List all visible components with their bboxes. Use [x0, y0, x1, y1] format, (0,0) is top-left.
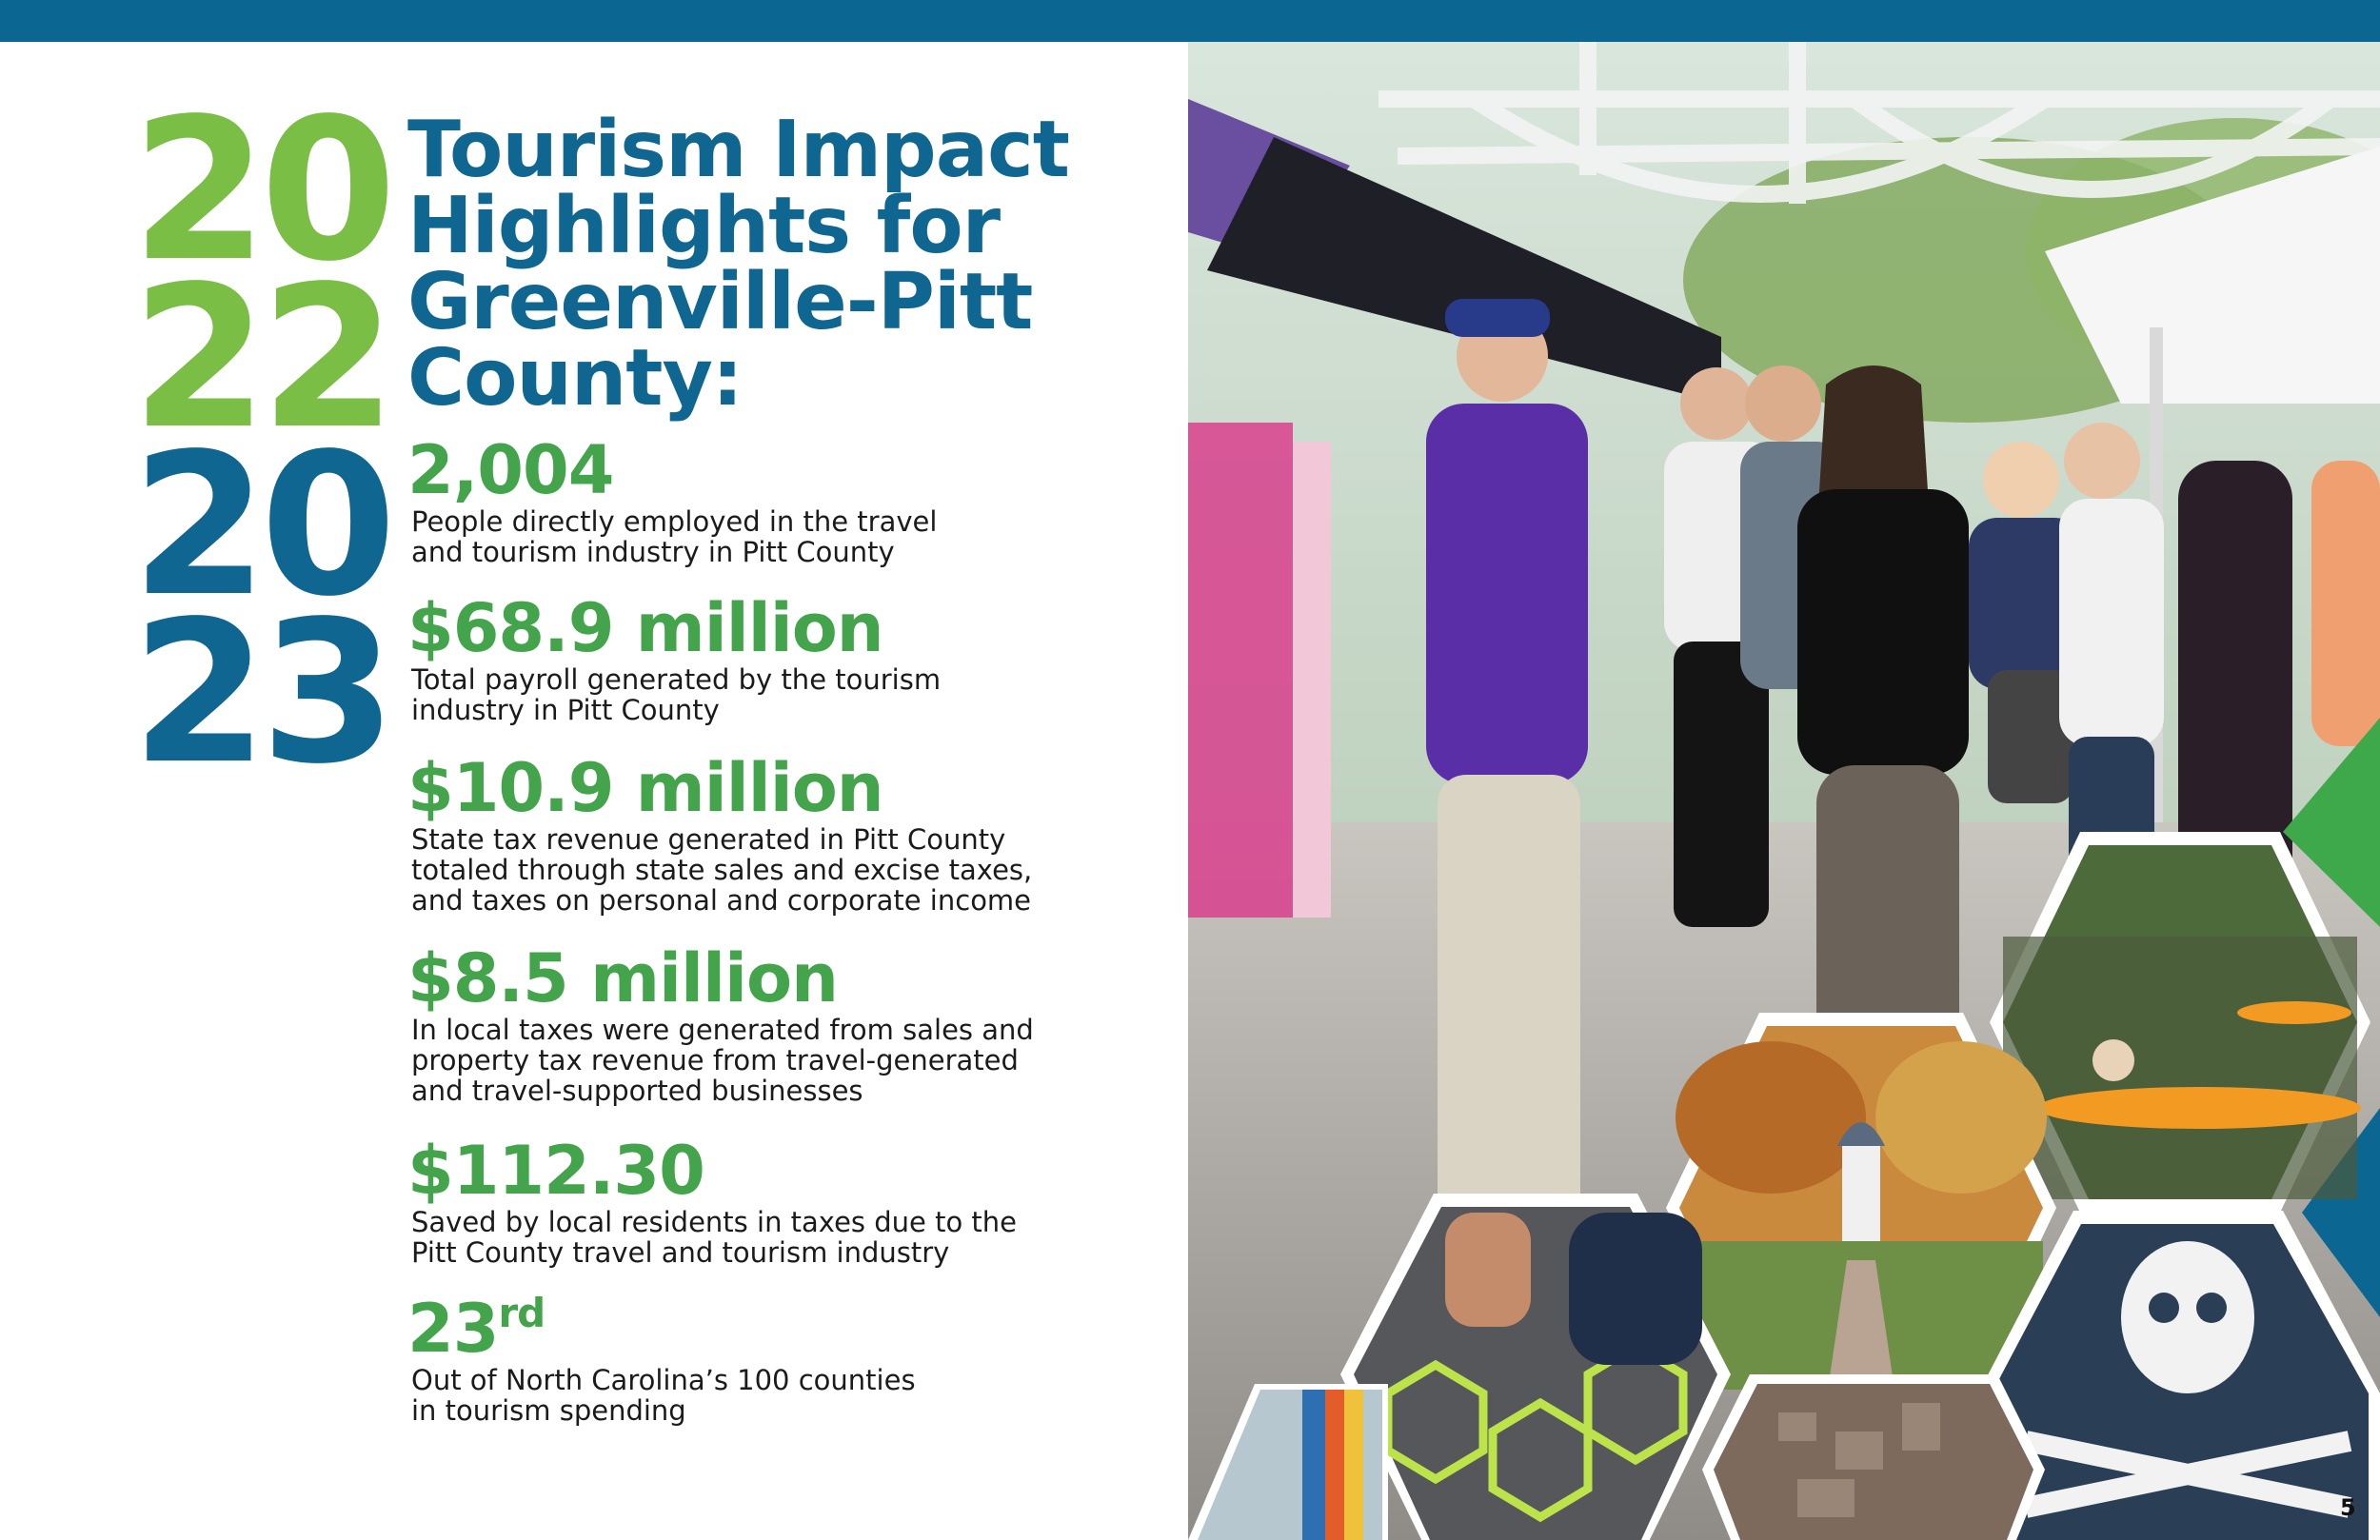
stat-description: [411, 506, 937, 567]
year-digits-23: 23: [131, 579, 389, 807]
stat-value: $112.30: [407, 1132, 704, 1210]
page-title: [407, 105, 1169, 424]
stat-description: [411, 1207, 1017, 1268]
title-line: County:: [407, 333, 743, 424]
stat-desc-line: and taxes on personal and corporate income: [411, 884, 1032, 917]
rank-number: 23: [407, 1290, 499, 1368]
stat-desc-line: totaled through state sales and excise taxes,: [411, 854, 1033, 886]
stat-payroll: [407, 589, 942, 726]
stat-state-ranking: [407, 1290, 916, 1427]
stat-resident-savings: [407, 1132, 1018, 1269]
stat-description: [411, 664, 941, 725]
stat-value: $68.9 million: [407, 589, 883, 667]
photo-collage: [1188, 42, 2380, 1540]
stat-desc-line: and tourism industry in Pitt County: [411, 536, 895, 568]
stat-value: $8.5 million: [407, 939, 838, 1017]
stat-desc-line: Pitt County travel and tourism industry: [411, 1236, 950, 1269]
stat-desc-line: People directly employed in the travel: [411, 505, 938, 538]
paving-worker-photo: [1331, 1184, 1740, 1540]
year-digits-20-second: 20: [131, 411, 389, 640]
stat-desc-line: Out of North Carolina’s 100 counties: [411, 1364, 916, 1396]
stat-description: [411, 824, 1032, 916]
title-line: Tourism Impact: [407, 105, 1069, 195]
aerial-city-photo: [1702, 1374, 2045, 1540]
stat-desc-line: industry in Pitt County: [411, 694, 720, 726]
stat-desc-line: Total payroll generated by the tourism: [411, 663, 942, 696]
stat-state-tax: [407, 749, 1033, 917]
stat-desc-line: in tourism spending: [411, 1394, 686, 1427]
stat-desc-line: State tax revenue generated in Pitt County: [411, 823, 1006, 856]
stat-description: [411, 1015, 1034, 1106]
page-number: 5: [2340, 1494, 2356, 1521]
stat-description: [411, 1365, 916, 1426]
stat-desc-line: In local taxes were generated from sales and: [411, 1014, 1034, 1046]
stat-desc-line: and travel-supported businesses: [411, 1075, 863, 1107]
stat-value: $10.9 million: [407, 749, 883, 827]
title-line: Highlights for: [407, 181, 1001, 271]
stat-desc-line: property tax revenue from travel-generated: [411, 1044, 1019, 1076]
top-color-band: [0, 0, 2380, 42]
title-line: Greenville-Pitt: [407, 257, 1033, 347]
stat-value: [407, 1290, 916, 1368]
rank-suffix: rd: [498, 1290, 545, 1336]
stat-value: 2,004: [407, 431, 614, 509]
stat-employment: [407, 431, 938, 568]
year-digits-20: 20: [131, 76, 389, 305]
colorful-tower-photo: [1188, 1384, 1388, 1540]
stat-desc-line: Saved by local residents in taxes due to the: [411, 1206, 1018, 1238]
stat-local-tax: [407, 939, 1034, 1107]
year-digits-22: 22: [131, 244, 389, 472]
year-range: [131, 76, 398, 807]
